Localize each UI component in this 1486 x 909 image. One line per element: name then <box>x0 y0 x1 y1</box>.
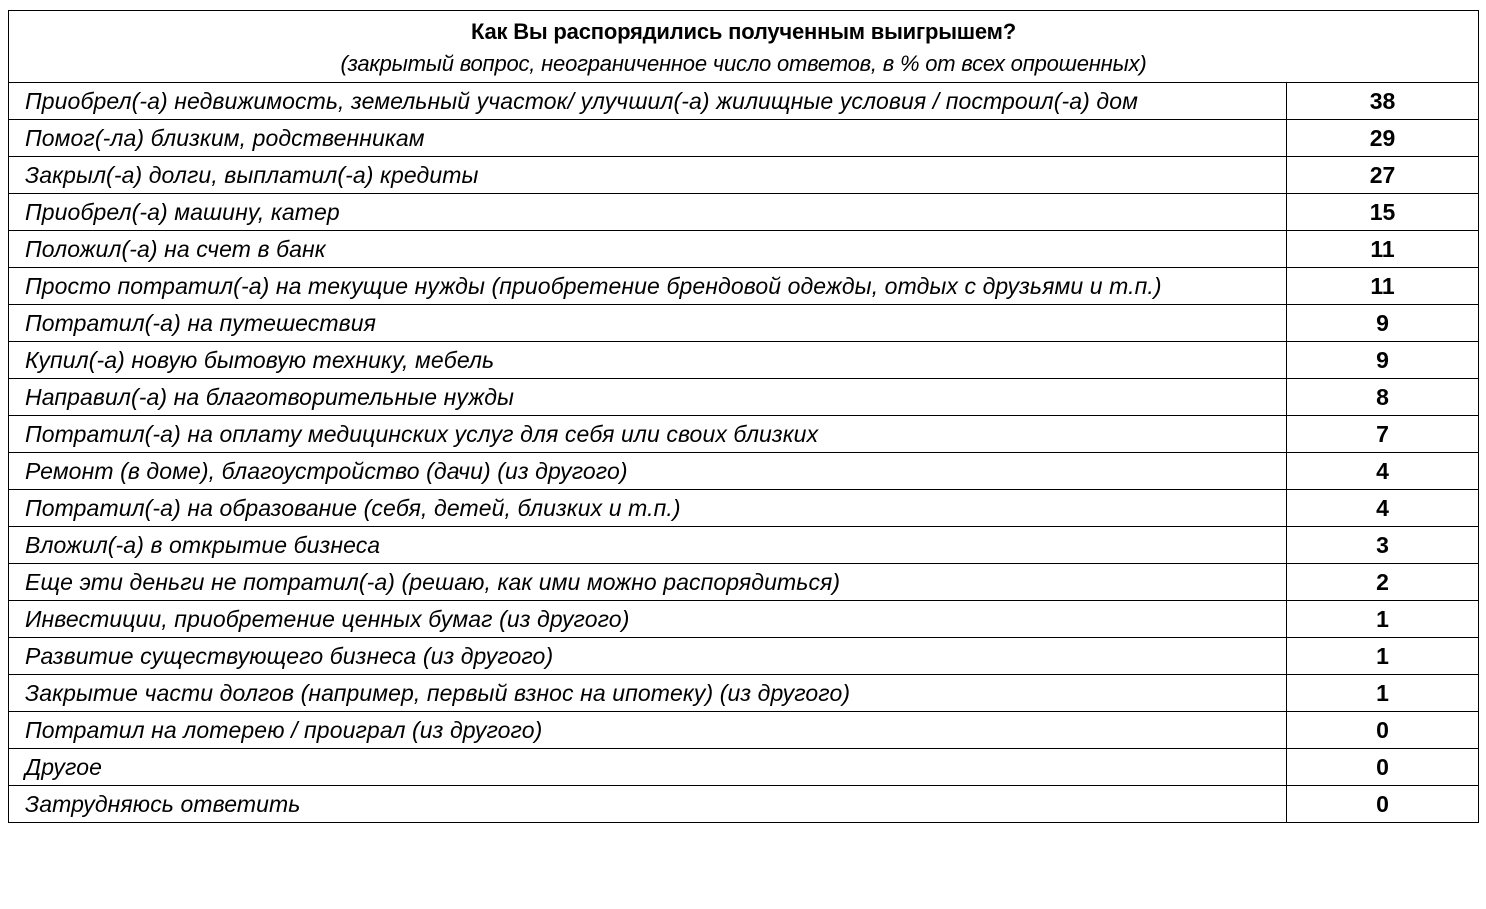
table-row <box>9 83 1479 120</box>
table-row <box>9 157 1479 194</box>
answer-label: Инвестиции, приобретение ценных бумаг (из другого) <box>9 601 1287 638</box>
table-row <box>9 601 1479 638</box>
table-row <box>9 194 1479 231</box>
answer-percent: 0 <box>1287 712 1479 749</box>
answer-label: Направил(-а) на благотворительные нужды <box>9 379 1287 416</box>
answer-percent: 3 <box>1287 527 1479 564</box>
table-row <box>9 453 1479 490</box>
question-title: Как Вы распорядились полученным выигрышем? <box>470 18 1016 44</box>
answer-percent: 27 <box>1287 157 1479 194</box>
table-header-row <box>9 11 1479 83</box>
answer-label: Закрыл(-а) долги, выплатил(-а) кредиты <box>9 157 1287 194</box>
answer-percent: 11 <box>1287 231 1479 268</box>
answer-label: Потратил(-а) на образование (себя, детей, близких и т.п.) <box>9 490 1287 527</box>
table-row <box>9 564 1479 601</box>
answer-label: Купил(-а) новую бытовую технику, мебель <box>9 342 1287 379</box>
answer-percent: 2 <box>1287 564 1479 601</box>
table-row <box>9 120 1479 157</box>
answer-label: Еще эти деньги не потратил(-а) (решаю, как ими можно распорядиться) <box>9 564 1287 601</box>
answer-label: Закрытие части долгов (например, первый взнос на ипотеку) (из другого) <box>9 675 1287 712</box>
answer-label: Потратил(-а) на путешествия <box>9 305 1287 342</box>
answer-label: Помог(-ла) близким, родственникам <box>9 120 1287 157</box>
table-row <box>9 268 1479 305</box>
answer-label: Затрудняюсь ответить <box>9 786 1287 823</box>
table-row <box>9 416 1479 453</box>
table-body <box>9 83 1479 823</box>
table-row <box>9 305 1479 342</box>
table-row <box>9 490 1479 527</box>
question-subtitle: (закрытый вопрос, неограниченное число ответов, в % от всех опрошенных) <box>340 50 1147 76</box>
answer-percent: 1 <box>1287 638 1479 675</box>
table-row <box>9 342 1479 379</box>
answer-percent: 8 <box>1287 379 1479 416</box>
question-header <box>9 11 1479 83</box>
answer-label: Приобрел(-а) недвижимость, земельный участок/ улучшил(-а) жилищные условия / построил(-а) дом <box>9 83 1287 120</box>
answer-percent: 4 <box>1287 453 1479 490</box>
answer-label: Потратил на лотерею / проиграл (из другого) <box>9 712 1287 749</box>
answer-percent: 11 <box>1287 268 1479 305</box>
table-row <box>9 638 1479 675</box>
answer-percent: 9 <box>1287 305 1479 342</box>
table-row <box>9 786 1479 823</box>
answer-label: Просто потратил(-а) на текущие нужды (приобретение брендовой одежды, отдых с друзьями и т.п.) <box>9 268 1287 305</box>
answer-percent: 0 <box>1287 749 1479 786</box>
answer-percent: 1 <box>1287 675 1479 712</box>
answer-label: Другое <box>9 749 1287 786</box>
table-row <box>9 749 1479 786</box>
table-row <box>9 379 1479 416</box>
table-row <box>9 231 1479 268</box>
answer-percent: 15 <box>1287 194 1479 231</box>
answer-percent: 1 <box>1287 601 1479 638</box>
table-row <box>9 712 1479 749</box>
answer-label: Приобрел(-а) машину, катер <box>9 194 1287 231</box>
answer-percent: 0 <box>1287 786 1479 823</box>
survey-results-table <box>8 10 1479 823</box>
table-row <box>9 675 1479 712</box>
answer-percent: 9 <box>1287 342 1479 379</box>
answer-percent: 4 <box>1287 490 1479 527</box>
answer-label: Ремонт (в доме), благоустройство (дачи) (из другого) <box>9 453 1287 490</box>
answer-label: Положил(-а) на счет в банк <box>9 231 1287 268</box>
answer-percent: 38 <box>1287 83 1479 120</box>
answer-percent: 29 <box>1287 120 1479 157</box>
table-row <box>9 527 1479 564</box>
answer-percent: 7 <box>1287 416 1479 453</box>
answer-label: Потратил(-а) на оплату медицинских услуг для себя или своих близких <box>9 416 1287 453</box>
answer-label: Развитие существующего бизнеса (из другого) <box>9 638 1287 675</box>
answer-label: Вложил(-а) в открытие бизнеса <box>9 527 1287 564</box>
